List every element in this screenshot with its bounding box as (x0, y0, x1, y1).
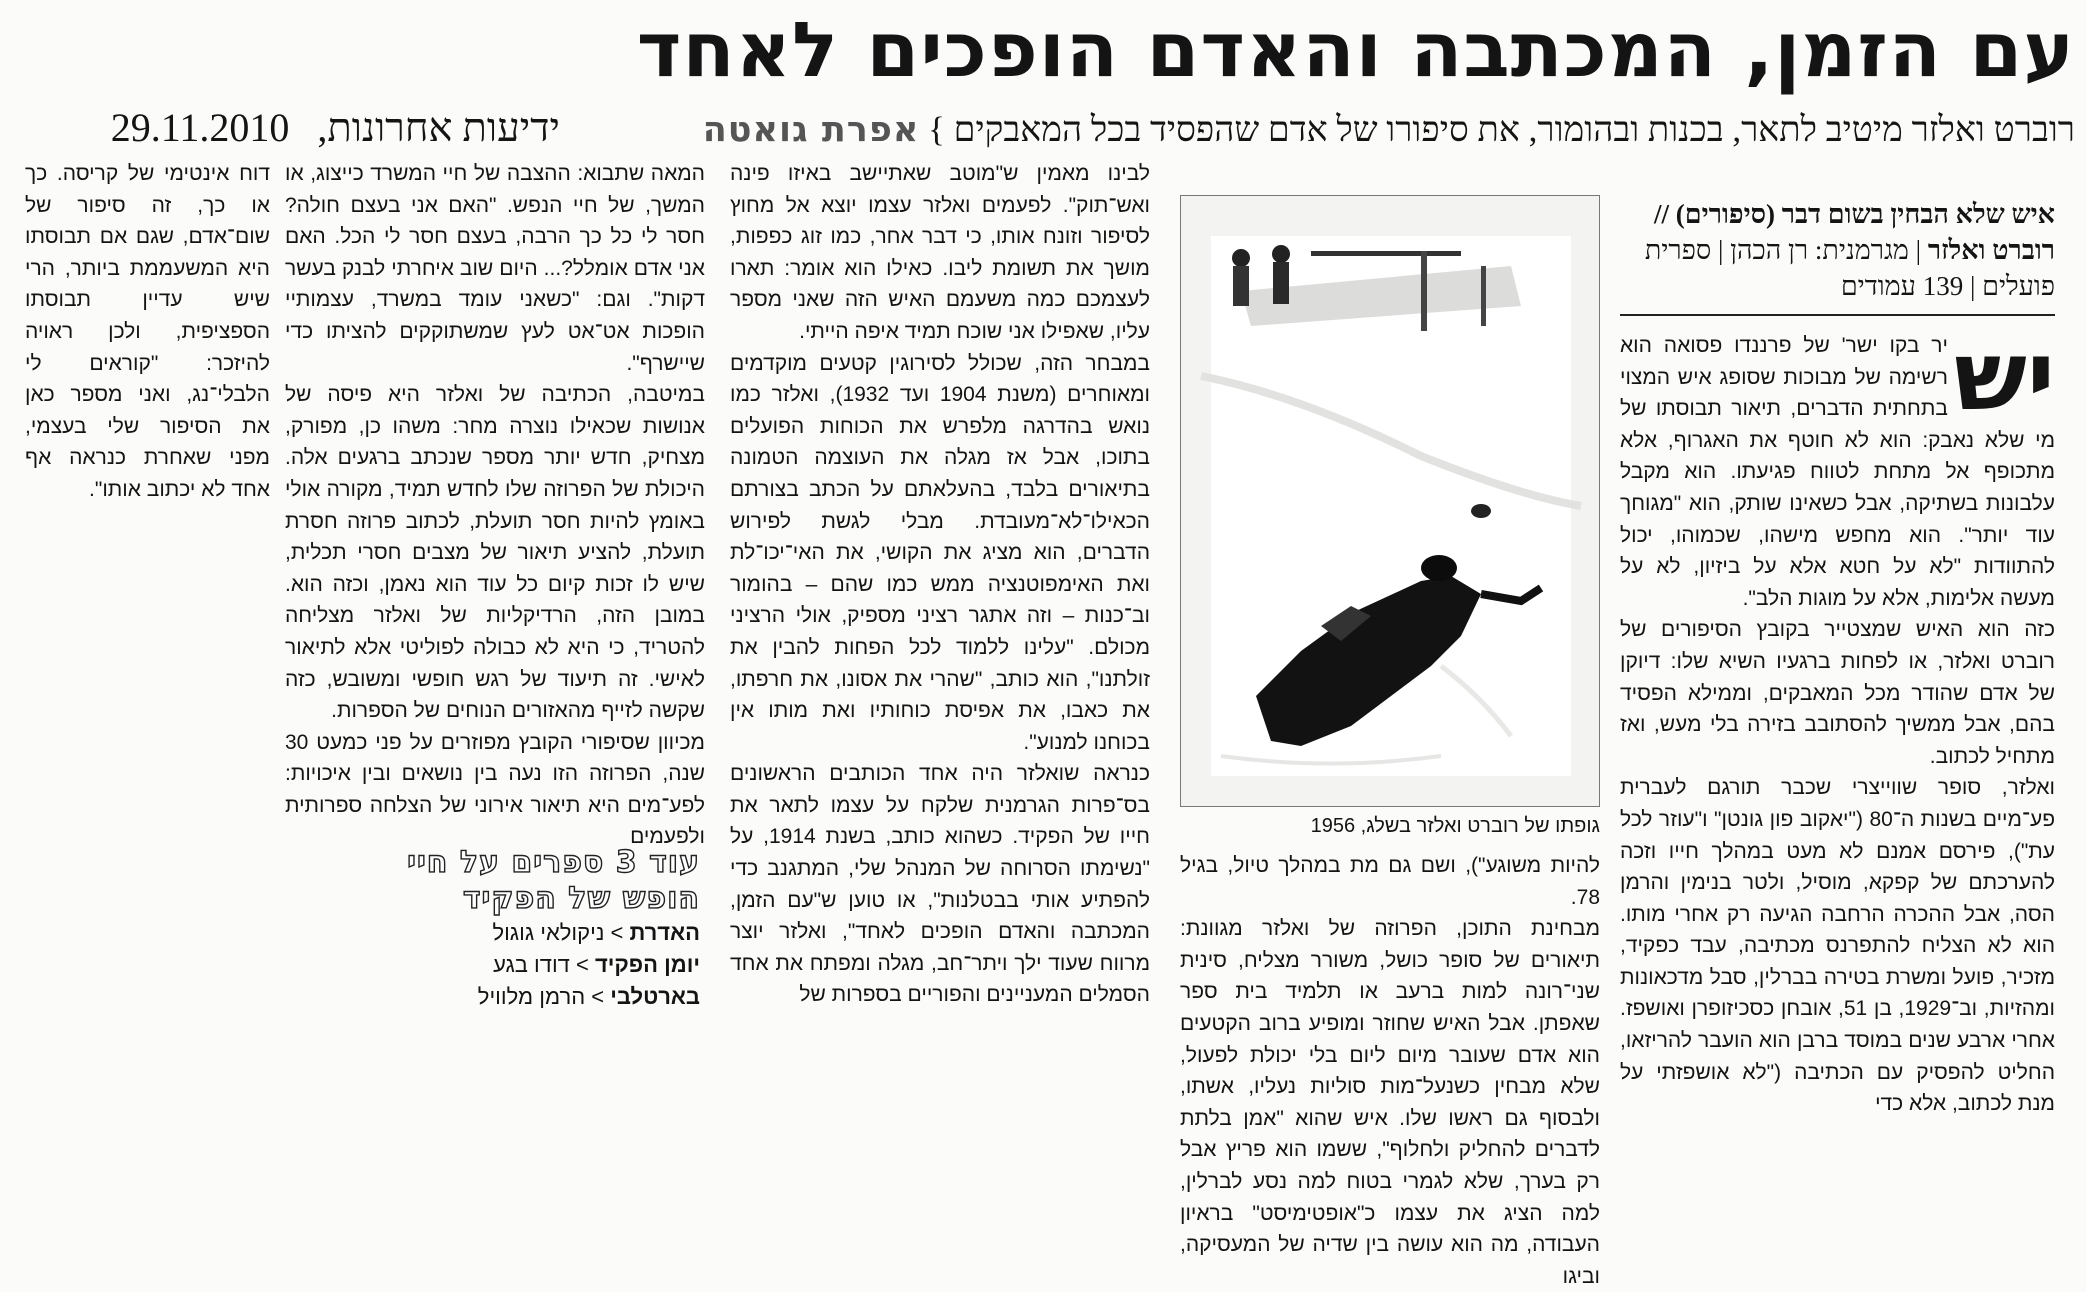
separator: | (1711, 235, 1724, 265)
arrow-icon: > (585, 984, 605, 1009)
book-info-rule (1620, 314, 2055, 316)
article-photo (1180, 195, 1600, 807)
publication-name: ידיעות אחרונות, (317, 105, 560, 150)
photo-caption: גופתו של רוברט ואלזר בשלג, 1956 (1310, 815, 1600, 837)
paragraph: דוח אינטימי של קריסה. כך או כך, זה סיפור של שום־אדם, שגם אם תבוסתו היא המשעממת ביותר, הרי שיש עדיין תבוסתו הספציפית, ולכן ראויה להיזכר: "קוראים לי הלבלי־נג, ואני מספר כאן את הסיפור שלי בעצמי, מפני שאחרת כנראה אף אחד לא יכתוב אותו". (25, 162, 270, 501)
book-publisher: ספרית (1644, 235, 1712, 265)
paragraph: כזה הוא האיש שמצטייר בקובץ הסיפורים של רוברט ואלזר, או לפחות ברגעיו השיא שלו: דיוקן של אדם שהודר מכל המאבקים, וממילא הפסיד בהם, אבל ממשיך להסתובב בזירה בלי מעש, ואז מתחיל לכתוב. (1620, 618, 2055, 768)
related-book-title: יומן הפקיד (594, 952, 700, 977)
book-publisher-cont: פועלים (1982, 271, 2055, 301)
related-book-author: ניקולאי גוגול (492, 920, 605, 945)
related-books-box (380, 845, 700, 1055)
related-book-item (380, 949, 700, 981)
related-book-item (380, 981, 700, 1013)
arrow-icon: > (569, 952, 589, 977)
paragraph: במיטבה, הכתיבה של ואלזר היא פיסה של אנושות שכאילו נוצרה מחר: משהו כן, מפורק, מצחיק, חדש יותר מספר שנכתב ברגעים אלה. היכולת של הפרוזה שלו לחדש תמיד, מקורה אולי באומץ להיות חסר תועלת, לכתוב פרוזה חסרת תועלת, להציע תיאור של מצבים חסרי תכלית, שיש לו זכות קיום כל עוד הוא נאמן, וכזה הוא. במובן הזה, הרדיקליות של ואלזר מצליחה להטריד, כי היא לא כבולה לפוליטי אלא לתיאור לאישי. זה תיעוד של רגש חופשי ומשובש, כזה שקשה לזייף מהאזורים הנוחים של הספרות. (285, 383, 705, 723)
related-book-author: הרמן מלוויל (477, 984, 586, 1009)
dateline (40, 104, 560, 152)
paragraph: במבחר הזה, שכולל לסירוגין קטעים מוקדמים ומאוחרים (משנת 1904 ועד 1932), ואלזר כמו נואש בהדרגה מלפרש את הכוחות הפועלים בתוכו, אבל אז מגלה את העוצמה הטמונה בתיאורים בלבד, בהעלאתם על הכתב בצורתם הכאילו־לא־מעובדת. מבלי לגשת לפירוש הדברים, הוא מציג את הקושי, את האי־יכו־לת ואת האימפוטנציה ממש כמו שהם – בהומור וב־כנות – וזה אתגר רציני מספיק, אולי הרציני מכולם. "עלינו ללמוד לכל הפחות להבין את זולתנו", הוא כותב, "שהרי את אסונו, את חרפתו, את כאבו, את אפיסת כוחותיו ואת מותו אין בכוחנו למנוע". (730, 351, 1150, 754)
paragraph: ואלזר, סופר שווייצרי שכבר תורגם לעברית פע־מיים בשנות ה־80 ("יאקוב פון גונטן" ו"עוזר לכל עת"), פירסם אמנם לא מעט במהלך חייו וזכה להערכתם של קפקא, מוסיל, ולטר בנימין והרמן הסה, אבל ההכרה הרחבה הגיעה רק אחרי מותו. הוא לא הצליח להתפרנס מכתיבה, עבד כפקיד, מזכיר, פועל ומשרת בטירה בברלין, סבל מדכאונות ומהזיות, וב־1929, בן 51, אובחן כסכיזופרן ואושפז. אחרי ארבע שנים במוסד ברבן הוא הועבר להריזאו, החליט להפסיק עם הכתיבה ("לא אושפזתי על מנת לכתוב, אלא כדי (1620, 776, 2056, 1116)
paragraph: מבחינת התוכן, הפרוזה של ואלזר מגוונת: תיאורים של סופר כושל, משורר מצליח, סינית שני־רונה למות ברעב או תלמיד בית ספר שאפתן. אבל האיש שחוזר ומופיע ברוב הקטעים הוא אדם שעובר מיום ליום בלי יכולת לפעול, שלא מבחין כשנעל־מות סוליות נעליו, אשתו, ולבסוף גם ראשו שלו. איש שהוא "אמן בלתת לדברים להחליק ולחלוף", ששמו הוא פריץ אבל רק בערך, שלא לגמרי בטוח למה נסע לברלין, למה הציג את עצמו כ"אופטימיסט" בראיון העבודה, מה הוא עושה בין שדיה של המעסיקה, וביגו (1180, 917, 1600, 1288)
subheadline-bracket: } (928, 110, 945, 149)
headline: עם הזמן, המכתבה והאדם הופכים לאחד (636, 5, 2075, 94)
drop-cap: יש (1953, 320, 2055, 432)
paragraph: כנראה שואלזר היה אחד הכותבים הראשונים בס־פרות הגרמנית שלקח על עצמו לתאר את חייו של הפקיד. כשהוא כותב, בשנת 1914, על "נשימתו הסרוחה של המנהל שלי, המתגנב כדי להפתיע אותי בבטלנות", או טוען ש"עם הזמן, המכתבה והאדם הופכים לאחד", ואלזר יוצר מרווח שעוד ילך ויתר־חב, מגלה ומפתח את אחד הסמלים המעניינים והפוריים בספרות של (730, 762, 1150, 1007)
book-translation: מגרמנית: רן הכהן (1730, 235, 1909, 265)
book-publisher-pages (1620, 268, 2055, 304)
book-title: איש שלא הבחין בשום דבר (סיפורים) // (1654, 199, 2055, 229)
separator: | (1963, 271, 1976, 301)
article-column-2 (1180, 850, 1600, 1288)
paragraph: מכיוון שסיפורי הקובץ מפוזרים על פני כמעט 30 שנה, הפרוזה הזו נעה בין נושאים ובין איכויות: לפע־מים היא תיאור אירוני של הצלחה ספרותית ולפעמים (285, 730, 705, 849)
author-byline: אפרת גואטה (702, 110, 920, 150)
related-book-title: האדרת (629, 920, 700, 945)
subheadline: רוברט ואלזר מיטיב לתאר, בכנות ובהומור, את סיפורו של אדם שהפסיד בכל המאבקים (953, 110, 2075, 149)
paragraph: המאה שתבוא: ההצבה של חיי המשרד כייצוג, או המשך, של חיי הנפש. "האם אני בעצם חולה? חסר לי כל כך הרבה, בעצם חסר לי הכל. האם אני אדם אומלל?... היום שוב איחרתי לבנק בעשר דקות". וגם: "כשאני עומד במשרד, עצמותיי הופכות אט־אט לעץ שמשתוקקים להציתו כדי שיישרף". (285, 162, 705, 375)
related-book-item (380, 917, 700, 949)
snow-photo-illustration (1181, 196, 1599, 806)
article-column-1 (1620, 320, 2056, 1116)
article-column-3 (730, 158, 1150, 1055)
book-pages: 139 עמודים (1840, 271, 1964, 301)
paragraph: יר בקו ישר' של פרננדו פסואה הוא רשימה של מבוכות שסופג איש המצוי בתחתית הדברים, תיאור תבוסתו של מי שלא נאבק: הוא לא חוטף את האגרוף, אלא מתכופף אל מתחת לטווח פגיעתו. הוא מקבל עלבונות בשתיקה, אבל כשאינו שותק, הוא "מגוחך עוד יותר". הוא מחפש מישהו, שכמוהו, יכול להתוודות "לא על חטא אלא על ביזיון, לא על מעשה אלימות, אלא על מוגות הלב". (1620, 334, 2055, 610)
related-books-title: עוד 3 ספרים על חיי הופש של הפקיד (407, 845, 700, 916)
separator: | (1908, 235, 1922, 265)
book-author: רוברט ואלזר (1927, 235, 2055, 265)
related-book-title: בארטלבי (610, 984, 700, 1009)
article-column-5 (25, 158, 270, 1055)
paragraph: להיות משוגע"), ושם גם מת במהלך טיול, בגיל 78. (1180, 854, 1600, 909)
arrow-icon: > (604, 920, 624, 945)
related-book-author: דודו בגע (493, 952, 570, 977)
publication-date: 29.11.2010 (110, 105, 290, 150)
subheadline-row (555, 108, 2075, 152)
book-info (1620, 196, 2055, 304)
paragraph: לבינו מאמין ש"מוטב שאתיישב באיזו פינה ואש־תוק". לפעמים ואלזר עצמו יוצא אל מחוץ לסיפור וזונח אותו, כי דבר אחר, כמו זוג כפפות, מושך את תשומת ליבו. כאילו הוא אומר: תארו לעצמכם כמה משעמם האיש הזה שאני מספר עליו, שאפילו אני שוכח תמיד איפה הייתי. (730, 162, 1150, 343)
book-credits (1620, 232, 2055, 268)
